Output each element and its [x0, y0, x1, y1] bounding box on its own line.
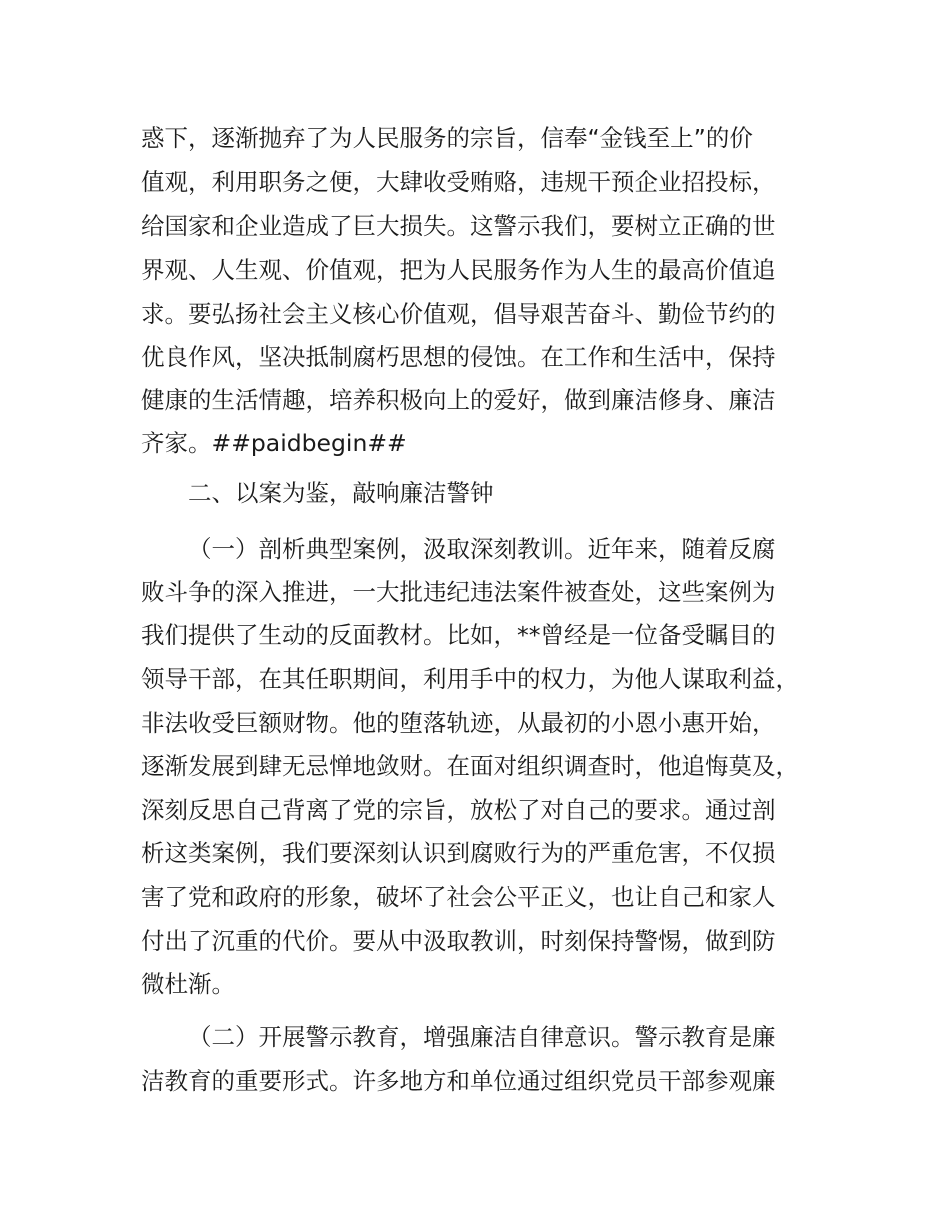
paragraph-line: 害了党和政府的形象，破坏了社会公平正义，也让自己和家人 — [141, 883, 776, 911]
paragraph-line: 微杜渐。 — [141, 970, 235, 998]
paragraph-line: 逐渐发展到肆无忌惮地敛财。在面对组织调查时，他追悔莫及， — [141, 752, 799, 780]
section-heading: 二、以案为鉴，敲响廉洁警钟 — [188, 479, 494, 507]
paragraph-line: （二）开展警示教育，增强廉洁自律意识。警示教育是廉 — [188, 1023, 776, 1051]
paragraph-line: 给国家和企业造成了巨大损失。这警示我们，要树立正确的世 — [141, 212, 776, 240]
paragraph-line: （一）剖析典型案例，汲取深刻教训。近年来，随着反腐 — [188, 535, 776, 563]
paragraph-line: 界观、人生观、价值观，把为人民服务作为人生的最高价值追 — [141, 256, 776, 284]
paragraph-line: 值观，利用职务之便，大肆收受贿赂，违规干预企业招投标， — [141, 168, 776, 196]
paragraph-line: 我们提供了生动的反面教材。比如，**曾经是一位备受瞩目的 — [141, 621, 776, 649]
paragraph-line: 深刻反思自己背离了党的宗旨，放松了对自己的要求。通过剖 — [141, 796, 776, 824]
paragraph-line: 败斗争的深入推进，一大批违纪违法案件被查处，这些案例为 — [141, 578, 776, 606]
paragraph-line: 齐家。##paidbegin## — [141, 429, 407, 457]
paragraph-line: 惑下，逐渐抛弃了为人民服务的宗旨，信奉“金钱至上”的价 — [141, 124, 753, 152]
paragraph-line: 非法收受巨额财物。他的堕落轨迹，从最初的小恩小惠开始， — [141, 709, 776, 737]
paragraph-line: 付出了沉重的代价。要从中汲取教训，时刻保持警惕，做到防 — [141, 927, 776, 955]
paragraph-line: 洁教育的重要形式。许多地方和单位通过组织党员干部参观廉 — [141, 1067, 776, 1095]
paragraph-line: 优良作风，坚决抵制腐朽思想的侵蚀。在工作和生活中，保持 — [141, 343, 776, 371]
paragraph-line: 领导干部，在其任职期间，利用手中的权力，为他人谋取利益， — [141, 665, 799, 693]
paragraph-line: 析这类案例，我们要深刻认识到腐败行为的严重危害，不仅损 — [141, 839, 776, 867]
paragraph-line: 健康的生活情趣，培养积极向上的爱好，做到廉洁修身、廉洁 — [141, 386, 776, 414]
paragraph-line: 求。要弘扬社会主义核心价值观，倡导艰苦奋斗、勤俭节约的 — [141, 300, 776, 328]
